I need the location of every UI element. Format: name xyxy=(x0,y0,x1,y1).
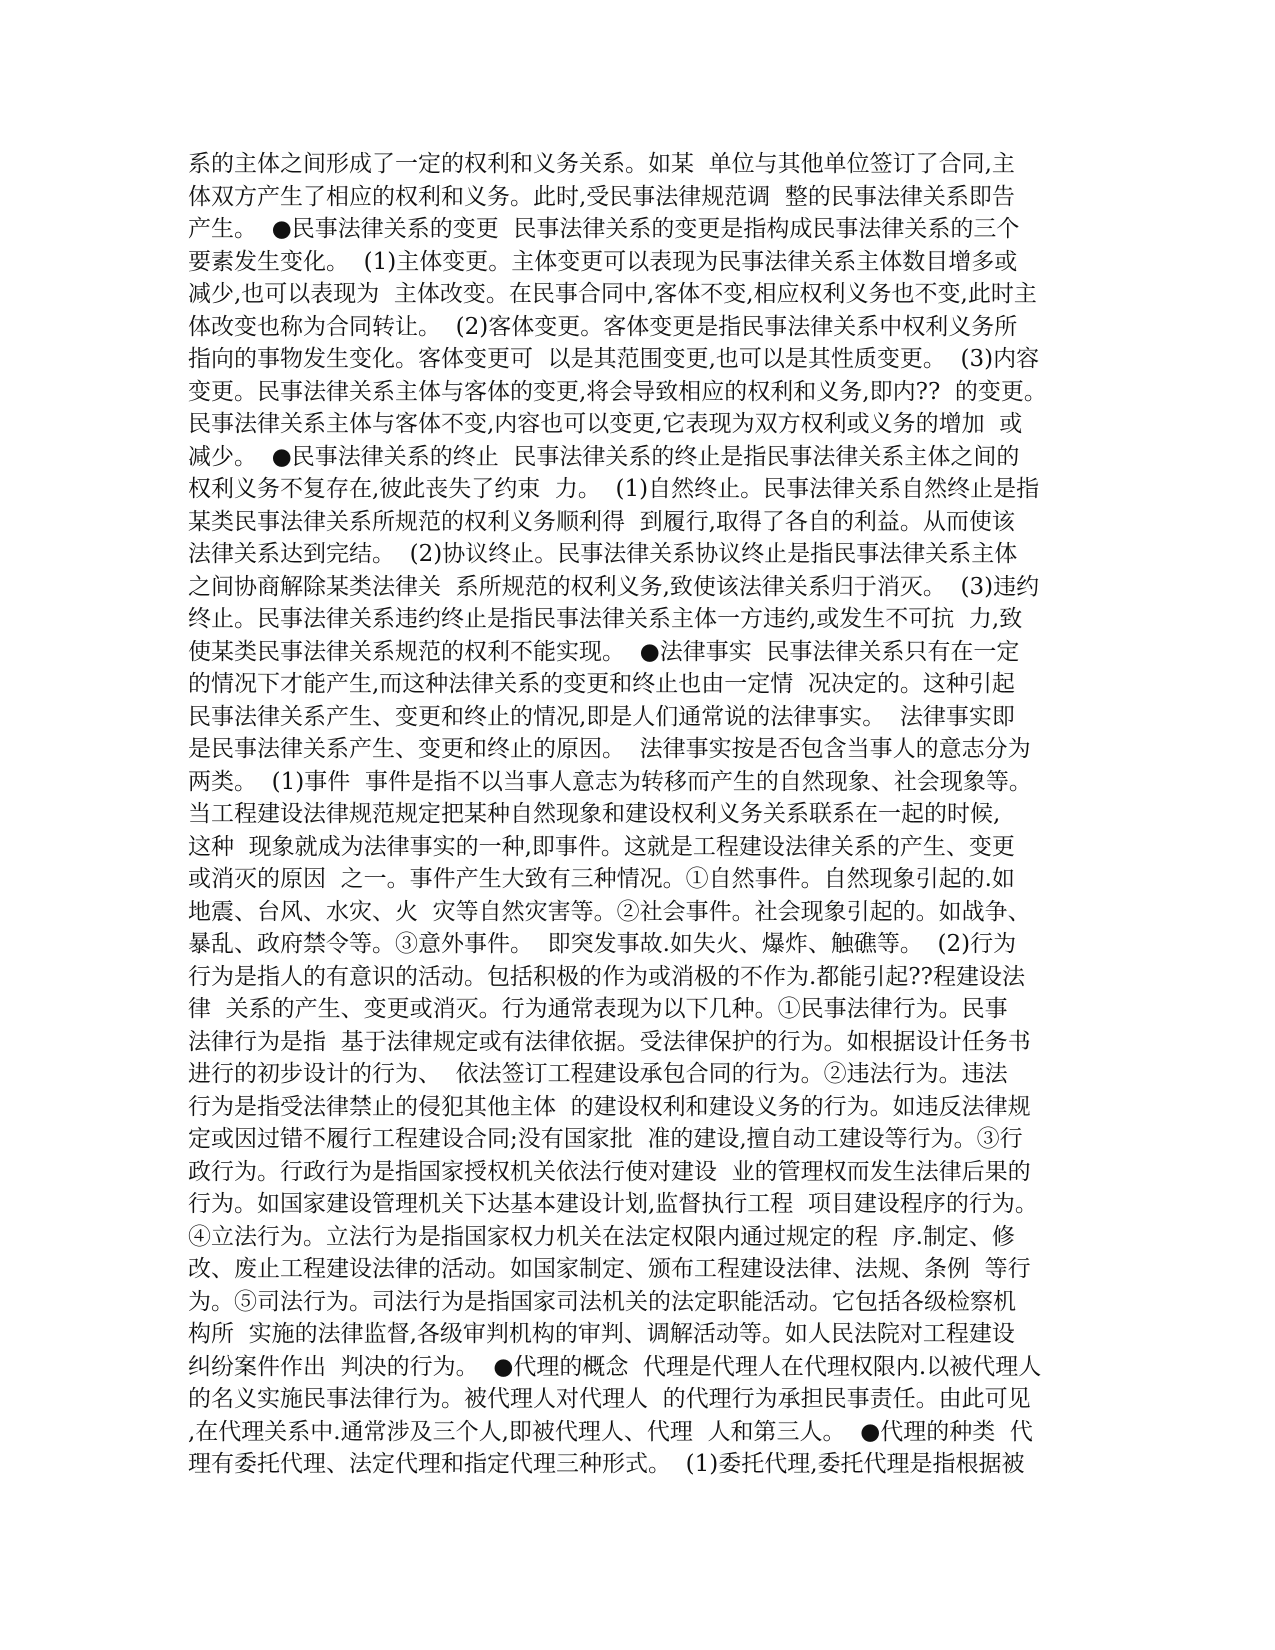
text-line: 当工程建设法律规范规定把某种自然现象和建设权利义务关系联系在一起的时候, xyxy=(188,801,1001,827)
text-line: ④立法行为。立法行为是指国家权力机关在法定权限内通过规定的程 序.制定、修 xyxy=(188,1223,1015,1250)
text-line: 或消灭的原因 之一。事件产生大致有三种情况。①自然事件。自然现象引起的.如 xyxy=(188,866,1015,892)
text-line: 为。⑤司法行为。司法行为是指国家司法机关的法定职能活动。它包括各级检察机 xyxy=(188,1288,1016,1315)
text-line: 的名义实施民事法律行为。被代理人对代理人 的代理行为承担民事责任。由此可见 xyxy=(188,1386,1031,1412)
text-line: 之间协商解除某类法律关 系所规范的权利义务,致使该法律关系归于消灭。 (3)违约 xyxy=(188,573,1040,600)
text-line: 构所 实施的法律监督,各级审判机构的审判、调解活动等。如人民法院对工程建设 xyxy=(188,1321,1015,1347)
text-line: 政行为。行政行为是指国家授权机关依法行使对建设 业的管理权而发生法律后果的 xyxy=(188,1158,1031,1185)
text-line: 系的主体之间形成了一定的权利和义务关系。如某 单位与其他单位签订了合同,主 xyxy=(188,151,1015,177)
text-line: 的情况下才能产生,而这种法律关系的变更和终止也由一定情 况决定的。这种引起 xyxy=(188,671,1015,697)
text-line: 行为是指受法律禁止的侵犯其他主体 的建设权利和建设义务的行为。如违反法律规 xyxy=(188,1093,1031,1120)
text-line: 行为是指人的有意识的活动。包括积极的作为或消极的不作为.都能引起??程建设法 xyxy=(188,963,1025,990)
text-line: 法律关系达到完结。 (2)协议终止。民事法律关系协议终止是指民事法律关系主体 xyxy=(188,541,1018,567)
text-line: 民事法律关系主体与客体不变,内容也可以变更,它表现为双方权利或义务的增加 或 xyxy=(188,411,1023,437)
text-line: 变更。民事法律关系主体与客体的变更,将会导致相应的权利和义务,即内?? 的变更。 xyxy=(188,378,1047,405)
text-line: 减少,也可以表现为 主体改变。在民事合同中,客体不变,相应权利义务也不变,此时主 xyxy=(188,281,1037,307)
text-line: 是民事法律关系产生、变更和终止的原因。 法律事实按是否包含当事人的意志分为 xyxy=(188,736,1031,762)
text-line: 民事法律关系产生、变更和终止的情况,即是人们通常说的法律事实。 法律事实即 xyxy=(188,703,1015,730)
text-line: 使某类民事法律关系规范的权利不能实现。 ●法律事实 民事法律关系只有在一定 xyxy=(188,638,1020,665)
text-line: 地震、台风、水灾、火 灾等自然灾害等。②社会事件。社会现象引起的。如战争、 xyxy=(188,898,1031,925)
text-line: 理有委托代理、法定代理和指定代理三种形式。 (1)委托代理,委托代理是指根据被 xyxy=(188,1451,1025,1477)
text-line: 行为。如国家建设管理机关下达基本建设计划,监督执行工程 项目建设程序的行为。 xyxy=(188,1191,1038,1217)
text-line: 进行的初步设计的行为、 依法签订工程建设承包合同的行为。②违法行为。违法 xyxy=(188,1061,1008,1087)
text-line: 体双方产生了相应的权利和义务。此时,受民事法律规范调 整的民事法律关系即告 xyxy=(188,183,1015,210)
text-line: 改、废止工程建设法律的活动。如国家制定、颁布工程建设法律、法规、条例 等行 xyxy=(188,1256,1031,1282)
text-line: 指向的事物发生变化。客体变更可 以是其范围变更,也可以是其性质变更。 (3)内容 xyxy=(188,346,1040,372)
text-line: 暴乱、政府禁令等。③意外事件。 即突发事故.如失火、爆炸、触礁等。 (2)行为 xyxy=(188,931,1017,957)
text-line: 体改变也称为合同转让。 (2)客体变更。客体变更是指民事法律关系中权利义务所 xyxy=(188,313,1018,340)
text-line: 定或因过错不履行工程建设合同;没有国家批 准的建设,擅自动工建设等行为。③行 xyxy=(188,1126,1023,1152)
text-line: 权利义务不复存在,彼此丧失了约束 力。 (1)自然终止。民事法律关系自然终止是指 xyxy=(188,476,1040,502)
text-line: 终止。民事法律关系违约终止是指民事法律关系主体一方违约,或发生不可抗 力,致 xyxy=(188,606,1023,632)
text-line: 两类。 (1)事件 事件是指不以当事人意志为转移而产生的自然现象、社会现象等。 xyxy=(188,768,1032,795)
text-line: ,在代理关系中.通常涉及三个人,即被代理人、代理 人和第三人。 ●代理的种类 代 xyxy=(188,1418,1033,1445)
text-line: 纠纷案件作出 判决的行为。 ●代理的概念 代理是代理人在代理权限内.以被代理人 xyxy=(188,1353,1042,1380)
text-line: 法律行为是指 基于法律规定或有法律依据。受法律保护的行为。如根据设计任务书 xyxy=(188,1028,1031,1055)
text-line: 产生。 ●民事法律关系的变更 民事法律关系的变更是指构成民事法律关系的三个 xyxy=(188,216,1020,242)
text-line: 某类民事法律关系所规范的权利义务顺利得 到履行,取得了各自的利益。从而使该 xyxy=(188,508,1015,535)
text-line: 律 关系的产生、变更或消灭。行为通常表现为以下几种。①民事法律行为。民事 xyxy=(188,996,1008,1022)
text-line: 要素发生变化。 (1)主体变更。主体变更可以表现为民事法律关系主体数目增多或 xyxy=(188,248,1018,275)
text-line: 减少。 ●民事法律关系的终止 民事法律关系的终止是指民事法律关系主体之间的 xyxy=(188,443,1020,470)
body-text xyxy=(188,148,1088,1481)
text-line: 这种 现象就成为法律事实的一种,即事件。这就是工程建设法律关系的产生、变更 xyxy=(188,833,1015,860)
